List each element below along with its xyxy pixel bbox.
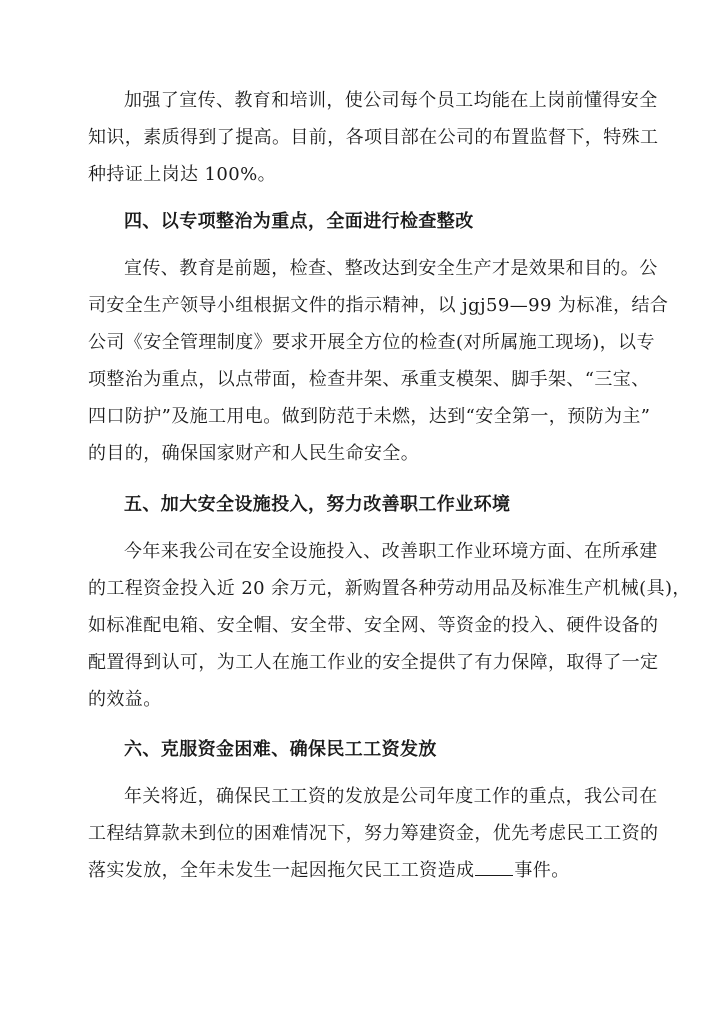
line-text: 事件。 — [514, 860, 570, 881]
paragraph-line: 知识，素质得到了提高。目前，各项目部在公司的布置监督下，特殊工 — [88, 127, 659, 148]
paragraph-training — [88, 82, 659, 193]
paragraph-line: 配置得到认可，为工人在施工作业的安全提供了有力保障，取得了一定 — [88, 652, 659, 673]
section-heading-4: 四、以专项整治为重点，全面进行检查整改 — [124, 211, 474, 232]
paragraph-line: 如标准配电箱、安全帽、安全带、安全网、等资金的投入、硬件设备的 — [88, 615, 659, 636]
paragraph-line: 的工程资金投入近 20 余万元，新购置各种劳动用品及标准生产机械(具)， — [88, 578, 691, 599]
paragraph-line: 司安全生产领导小组根据文件的指示精神，以 jgj59—99 为标准，结合 — [88, 295, 669, 316]
paragraph-line: 宣传、教育是前题，检查、整改达到安全生产才是效果和目的。公 — [124, 258, 658, 279]
paragraph-line: 四口防护”及施工用电。做到防范于未燃，达到“安全第一，预防为主” — [88, 406, 651, 427]
paragraph-inspection — [88, 250, 669, 472]
paragraph-line: 种持证上岗达 100%。 — [88, 164, 276, 185]
section-heading-6: 六、克服资金困难、确保民工工资发放 — [124, 739, 437, 760]
paragraph-line-last — [88, 852, 648, 889]
paragraph-line: 的目的，确保国家财产和人民生命安全。 — [88, 443, 420, 464]
line-text: 落实发放，全年未发生一起因拖欠民工工资造成 — [88, 860, 475, 881]
section-heading-5: 五、加大安全设施投入，努力改善职工作业环境 — [124, 494, 511, 515]
paragraph-line: 工程结算款未到位的困难情况下，努力筹建资金，优先考虑民工工资的 — [88, 823, 659, 844]
paragraph-line: 今年来我公司在安全设施投入、改善职工作业环境方面、在所承建 — [124, 541, 658, 562]
blank-underline — [475, 859, 513, 876]
paragraph-line: 年关将近，确保民工工资的发放是公司年度工作的重点，我公司在 — [124, 786, 658, 807]
paragraph-line: 公司《安全管理制度》要求开展全方位的检查(对所属施工现场)，以专 — [88, 332, 655, 353]
paragraph-investment — [88, 533, 691, 718]
paragraph-wages — [88, 778, 659, 889]
paragraph-line: 项整治为重点，以点带面，检查井架、承重支模架、脚手架、“三宝、 — [88, 369, 650, 390]
paragraph-line: 加强了宣传、教育和培训，使公司每个员工均能在上岗前懂得安全 — [124, 90, 658, 111]
paragraph-line: 的效益。 — [88, 689, 162, 710]
